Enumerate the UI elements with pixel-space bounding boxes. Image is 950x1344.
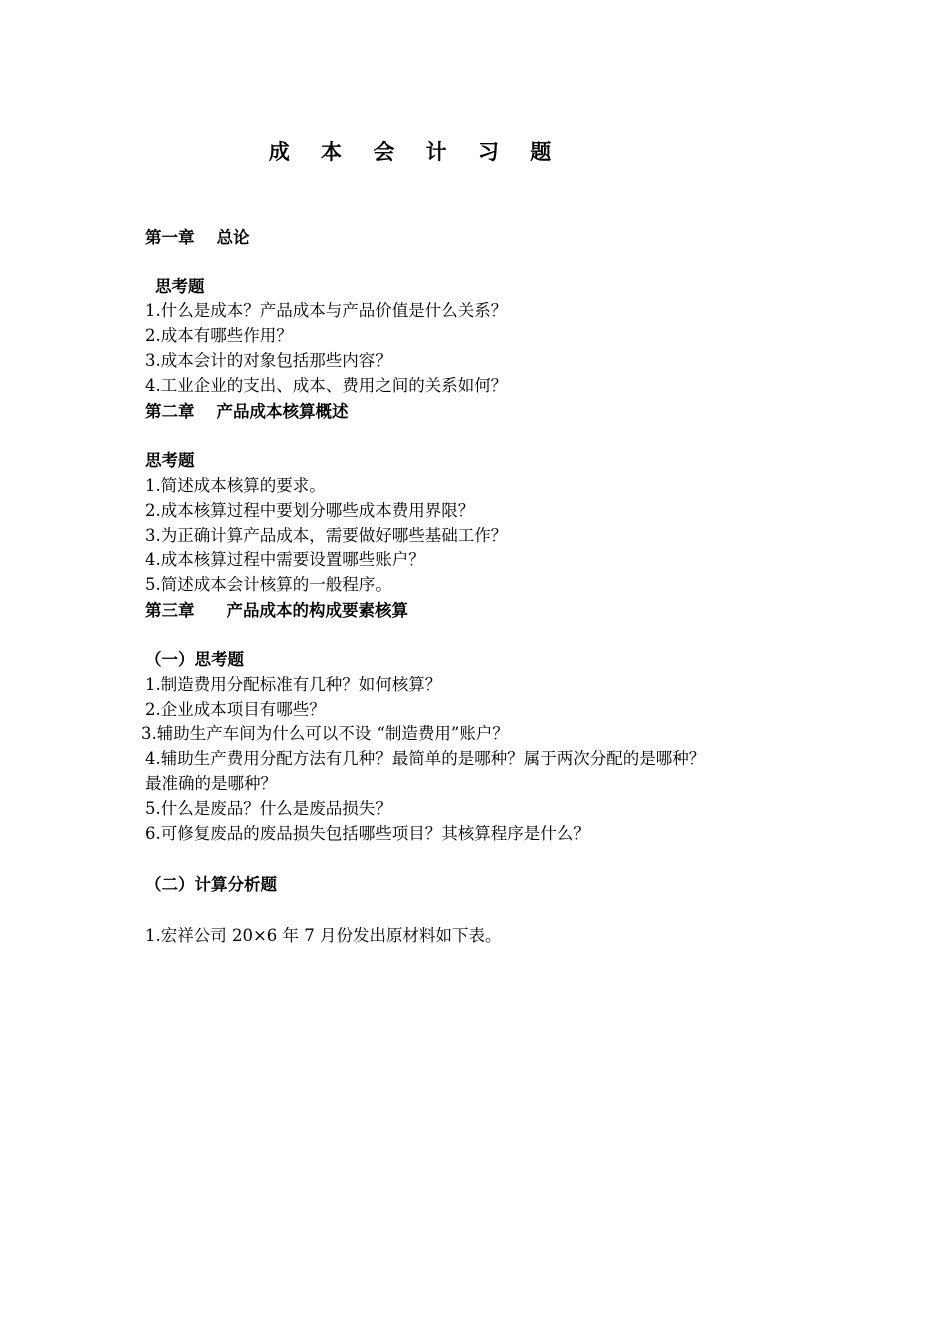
chapter-3-question-4-cont: 最准确的是哪种？	[145, 774, 277, 793]
chapter-1-title: 总论	[216, 228, 250, 247]
chapter-1-question-1: 1.什么是成本？产品成本与产品价值是什么关系？	[145, 301, 508, 320]
chapter-2-number: 第二章	[145, 402, 195, 421]
chapter-1-question-3: 3.成本会计的对象包括那些内容？	[145, 351, 392, 370]
chapter-1-number: 第一章	[145, 228, 195, 247]
chapter-3-title: 产品成本的构成要素核算	[226, 601, 408, 620]
chapter-3-question-4: 4.辅助生产费用分配方法有几种？最简单的是哪种？属于两次分配的是哪种？	[145, 749, 706, 768]
chapter-3-heading	[145, 599, 408, 623]
chapter-3-question-6: 6.可修复废品的废品损失包括哪些项目？其核算程序是什么？	[145, 824, 590, 843]
chapter-3-question-3: 3.辅助生产车间为什么可以不设 “制造费用”账户？	[141, 724, 509, 743]
chapter-2-heading	[145, 400, 349, 424]
chapter-2-subheading: 思考题	[145, 451, 195, 470]
chapter-2-title: 产品成本核算概述	[216, 402, 349, 421]
chapter-3-subheading-2: （二）计算分析题	[145, 875, 277, 894]
chapter-2-question-5: 5.简述成本会计核算的一般程序。	[145, 575, 392, 594]
chapter-2-question-3: 3.为正确计算产品成本，需要做好哪些基础工作？	[145, 526, 508, 545]
chapter-3-number: 第三章	[145, 601, 195, 620]
chapter-3-calc-question-1: 1.宏祥公司 20×6 年 7 月份发出原材料如下表。	[145, 926, 502, 945]
chapter-3-subheading-1: （一）思考题	[145, 650, 244, 669]
chapter-2-question-2: 2.成本核算过程中要划分哪些成本费用界限？	[145, 501, 475, 520]
chapter-3-question-5: 5.什么是废品？什么是废品损失？	[145, 799, 392, 818]
chapter-1-subheading: 思考题	[155, 277, 205, 296]
chapter-1-question-2: 2.成本有哪些作用？	[145, 326, 293, 345]
chapter-3-question-1: 1.制造费用分配标准有几种？如何核算？	[145, 675, 442, 694]
chapter-2-question-4: 4.成本核算过程中需要设置哪些账户？	[145, 550, 425, 569]
chapter-1-question-4: 4.工业企业的支出、成本、费用之间的关系如何？	[145, 376, 508, 395]
chapter-2-question-1: 1.简述成本核算的要求。	[145, 476, 326, 495]
document-title: 成 本 会 计 习 题	[268, 140, 564, 164]
chapter-1-heading	[145, 226, 250, 250]
chapter-3-question-2: 2.企业成本项目有哪些？	[145, 700, 326, 719]
